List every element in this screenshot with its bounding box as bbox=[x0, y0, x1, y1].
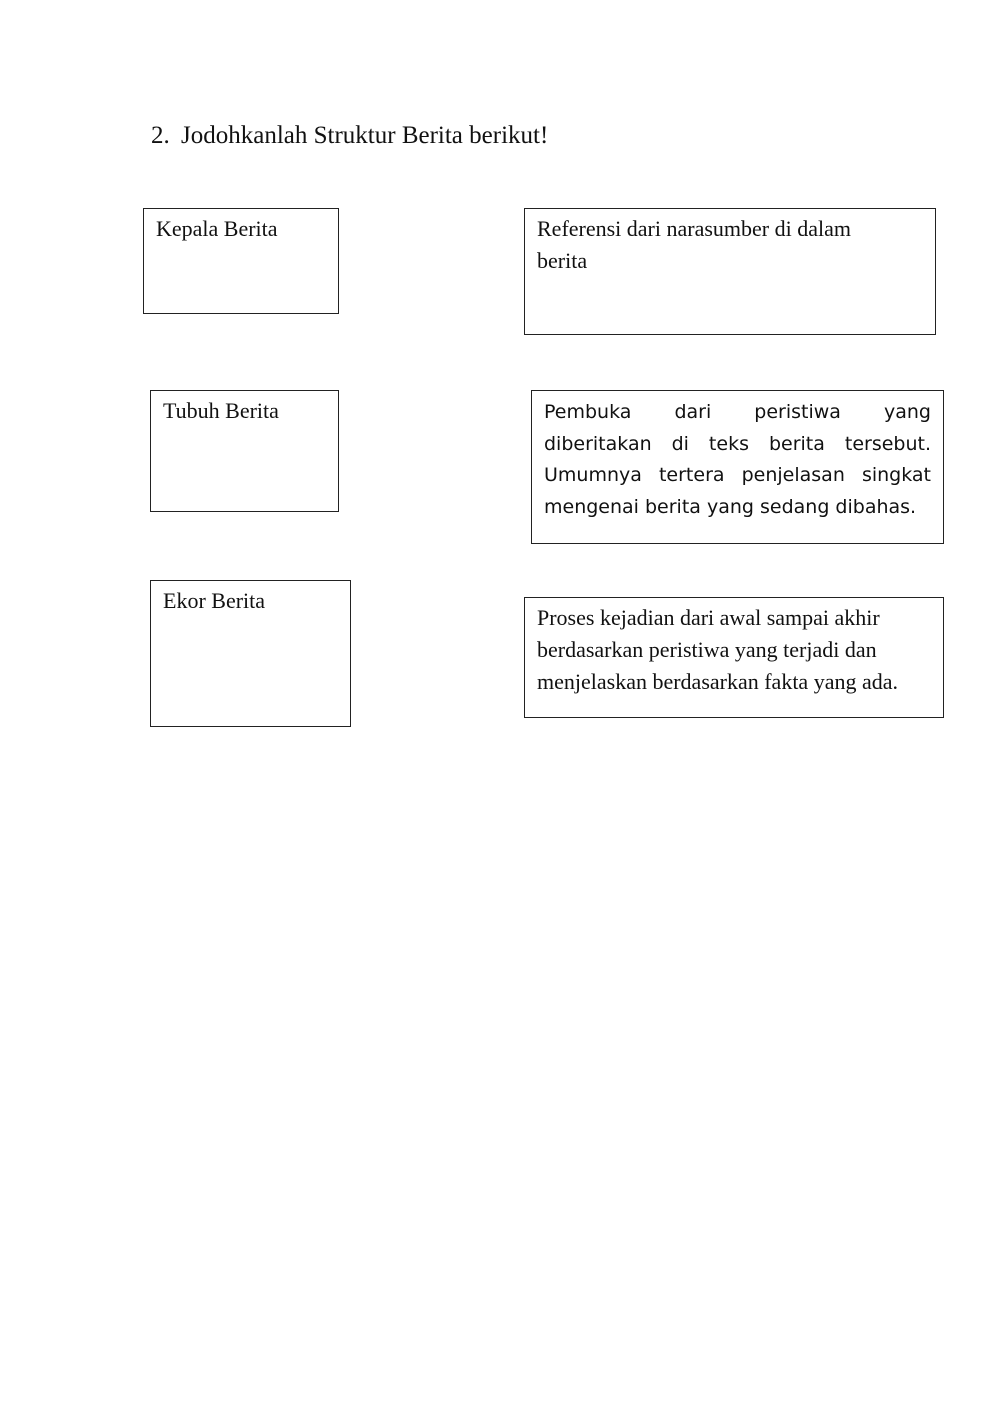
term-box-kepala-berita[interactable] bbox=[143, 208, 339, 314]
description-text: Referensi dari narasumber di dalam berita bbox=[537, 216, 851, 273]
term-label: Tubuh Berita bbox=[163, 398, 279, 423]
description-box-referensi[interactable] bbox=[524, 208, 936, 335]
question-text: Jodohkanlah Struktur Berita berikut! bbox=[181, 122, 549, 149]
term-box-tubuh-berita[interactable] bbox=[150, 390, 339, 512]
question-number: 2. bbox=[151, 122, 170, 149]
description-text: Pembuka dari peristiwa yang diberitakan di teks berita tersebut. Umumnya tertera penjelasan singkat mengenai berita yang sedang dibahas. bbox=[544, 401, 931, 518]
question-heading bbox=[151, 120, 548, 152]
term-box-ekor-berita[interactable] bbox=[150, 580, 351, 727]
description-box-proses[interactable] bbox=[524, 597, 944, 718]
term-label: Kepala Berita bbox=[156, 216, 278, 241]
description-text: Proses kejadian dari awal sampai akhir berdasarkan peristiwa yang terjadi dan menjelaskan berdasarkan fakta yang ada. bbox=[537, 605, 898, 694]
term-label: Ekor Berita bbox=[163, 588, 266, 613]
description-box-pembuka[interactable] bbox=[531, 390, 944, 544]
